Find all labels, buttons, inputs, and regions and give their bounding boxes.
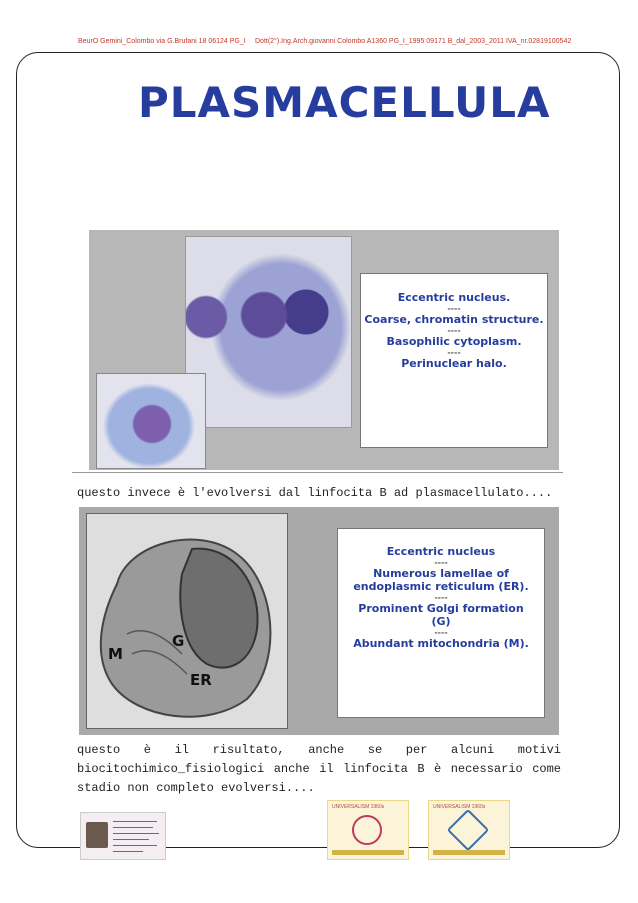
header-left: BeurO Gemini_Colombo via G.Brufani 18 06124 PG_I xyxy=(78,38,246,45)
micrograph-plasma-cells xyxy=(185,236,352,428)
separator: ---- xyxy=(434,593,448,602)
id-card-image xyxy=(80,812,166,860)
feature-line: Numerous lamellae of xyxy=(373,567,509,580)
label-mitochondria: M xyxy=(108,645,123,663)
caption-result: questo è il risultato, anche se per alcuni motivi biocitochimico_fisiologici anche il linfocita B è necessario come stadio non completo evolversi.... xyxy=(77,743,561,795)
feature-line: endoplasmic reticulum (ER). xyxy=(353,580,529,593)
stamp-text: UNIVERSALISM 1960s xyxy=(332,804,385,810)
separator: ---- xyxy=(447,304,461,313)
stamp-text: UNIVERSALISM 1960s xyxy=(433,804,486,810)
label-golgi: G xyxy=(172,632,185,650)
feature-line: Abundant mitochondria (M). xyxy=(353,637,529,650)
feature-line: (G) xyxy=(431,615,451,628)
separator: ---- xyxy=(434,558,448,567)
electron-micrograph xyxy=(86,513,288,729)
separator: ---- xyxy=(434,628,448,637)
feature-line: Coarse, chromatin structure. xyxy=(364,313,544,326)
separator: ---- xyxy=(447,348,461,357)
features-box-light xyxy=(360,273,548,448)
portrait-photo xyxy=(86,822,108,848)
feature-line: Prominent Golgi formation xyxy=(358,602,524,615)
feature-line: Perinuclear halo. xyxy=(401,357,507,370)
feature-line: Basophilic cytoplasm. xyxy=(386,335,522,348)
stamp-right xyxy=(428,800,510,860)
page-title: PLASMACELLULA xyxy=(138,78,551,127)
micrograph-single-cell xyxy=(96,373,206,469)
feature-line: Eccentric nucleus. xyxy=(397,291,511,304)
header-right: Dott(2°).Ing.Arch.giovanni Colombo A1360 PG_I_1995 09171 B_dal_2003_2011 IVA_nr.02819100542 xyxy=(255,38,572,45)
label-er: ER xyxy=(190,671,212,689)
stamp-emblem xyxy=(352,815,382,845)
stamp-emblem xyxy=(447,809,489,851)
feature-line: Eccentric nucleus xyxy=(386,545,496,558)
features-box-electron xyxy=(337,528,545,718)
caption-evolution: questo invece è l'evolversi dal linfocita B ad plasmacellulato.... xyxy=(77,486,553,500)
stamp-left xyxy=(327,800,409,860)
divider xyxy=(72,472,563,473)
separator: ---- xyxy=(447,326,461,335)
